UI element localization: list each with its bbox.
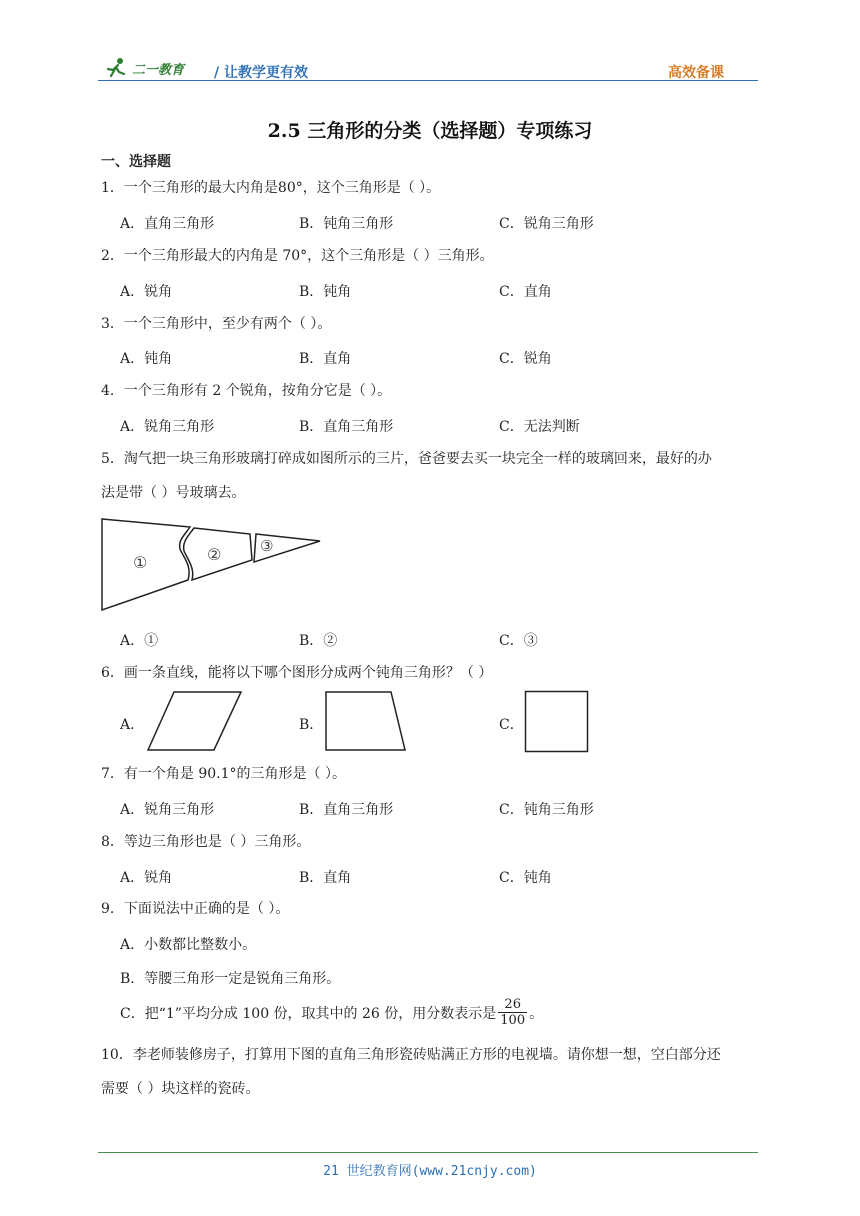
broken-glass-figure (100, 516, 324, 614)
q1-option-c[interactable]: C．锐角三角形 (499, 216, 594, 232)
footer-divider (98, 1152, 758, 1153)
header-brand: 高效备课 (668, 65, 724, 81)
question-10: 10．李老师装修房子，打算用下图的直角三角形瓷砖贴满正方形的电视墙。请你想一想，空白部分还 (101, 1047, 721, 1063)
q4-option-c[interactable]: C．无法判断 (499, 419, 580, 435)
q9-option-c-tail: 。 (529, 1005, 544, 1022)
question-4: 4．一个三角形有 2 个锐角，按角分它是（ ）。 (101, 383, 392, 399)
question-10-cont: 需要（ ）块这样的瓷砖。 (101, 1081, 260, 1097)
logo-text: 二一教育 (132, 62, 185, 78)
question-7: 7．有一个角是 90.1°的三角形是（ ）。 (101, 766, 346, 782)
q6-option-a[interactable]: A． (120, 717, 145, 733)
q6-option-b[interactable]: B． (299, 717, 324, 733)
question-1: 1．一个三角形的最大内角是80°，这个三角形是（ ）。 (101, 180, 441, 196)
question-5-cont: 法是带（ ）号玻璃去。 (101, 485, 246, 501)
question-2: 2．一个三角形最大的内角是 70°，这个三角形是（ ）三角形。 (101, 248, 494, 264)
header-divider (98, 80, 758, 81)
q9-option-c-text: C．把“1”平均分成 100 份，取其中的 26 份，用分数表示是 (120, 1005, 497, 1022)
q8-option-c[interactable]: C．钝角 (499, 870, 552, 886)
q9-option-a[interactable]: A．小数都比整数小。 (120, 937, 257, 953)
q2-option-c[interactable]: C．直角 (499, 284, 552, 300)
question-6: 6．画一条直线，能将以下哪个图形分成两个钝角三角形？（ ） (101, 665, 493, 681)
q9-option-c[interactable] (120, 997, 543, 1028)
running-man-icon (104, 57, 128, 79)
q5-option-a[interactable]: A．① (120, 633, 159, 649)
q4-option-b[interactable]: B．直角三角形 (299, 419, 394, 435)
piece-1-label: ① (133, 553, 148, 572)
q4-option-a[interactable]: A．锐角三角形 (120, 419, 215, 435)
q5-option-b[interactable]: B．② (299, 633, 338, 649)
footer-text: 21 世纪教育网(www.21cnjy.com) (323, 1164, 537, 1179)
q7-option-a[interactable]: A．锐角三角形 (120, 802, 215, 818)
q1-option-b[interactable]: B．钝角三角形 (299, 216, 394, 232)
q8-option-b[interactable]: B．直角 (299, 870, 352, 886)
fraction (498, 997, 527, 1028)
logo (104, 56, 184, 80)
fraction-denominator: 100 (500, 1013, 526, 1028)
question-5: 5．淘气把一块三角形玻璃打碎成如图所示的三片，爸爸要去买一块完全一样的玻璃回来，最好的办 (101, 451, 712, 467)
square-shape (524, 690, 590, 754)
fraction-numerator: 26 (498, 997, 527, 1013)
question-3: 3．一个三角形中，至少有两个（ ）。 (101, 316, 332, 332)
q3-option-a[interactable]: A．钝角 (120, 351, 173, 367)
q7-option-b[interactable]: B．直角三角形 (299, 802, 394, 818)
q6-option-c[interactable]: C． (499, 717, 524, 733)
parallelogram-shape (146, 690, 244, 752)
header-slogan: / 让教学更有效 (214, 65, 308, 81)
section-heading: 一、选择题 (101, 154, 171, 170)
piece-2-label: ② (207, 545, 222, 564)
q8-option-a[interactable]: A．锐角 (120, 870, 173, 886)
q3-option-c[interactable]: C．锐角 (499, 351, 552, 367)
page-title: 2.5 三角形的分类（选择题）专项练习 (267, 120, 593, 142)
question-9: 9．下面说法中正确的是（ ）。 (101, 901, 290, 917)
q7-option-c[interactable]: C．钝角三角形 (499, 802, 594, 818)
piece-3-label: ③ (260, 537, 274, 555)
q1-option-a[interactable]: A．直角三角形 (120, 216, 215, 232)
q2-option-a[interactable]: A．锐角 (120, 284, 173, 300)
q2-option-b[interactable]: B．钝角 (299, 284, 352, 300)
trapezoid-shape (324, 690, 408, 752)
question-8: 8．等边三角形也是（ ）三角形。 (101, 834, 311, 850)
q9-option-b[interactable]: B．等腰三角形一定是锐角三角形。 (120, 971, 341, 987)
q5-option-c[interactable]: C．③ (499, 633, 538, 649)
q3-option-b[interactable]: B．直角 (299, 351, 352, 367)
